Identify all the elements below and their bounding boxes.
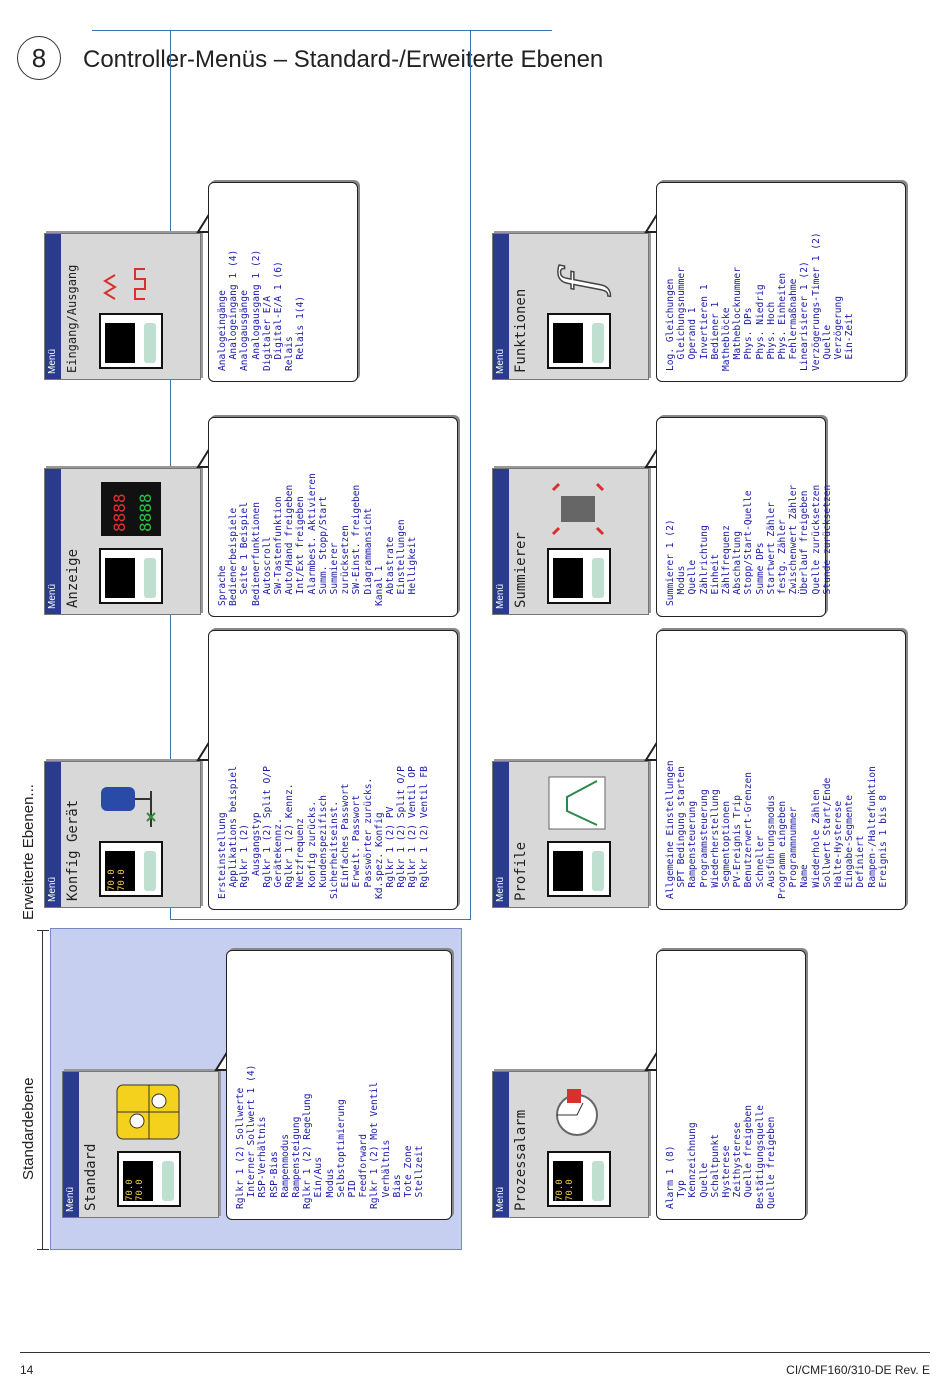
controller-device-icon	[547, 548, 611, 604]
controller-device-icon	[547, 1151, 611, 1207]
content-line: Helligkeit	[407, 536, 419, 606]
page-number: 14	[20, 1363, 34, 1377]
content-line: Erweit. Passwort	[351, 795, 363, 899]
content-line: RSP-Verhältnis	[257, 1116, 269, 1209]
content-line: Ein-Zeit	[844, 313, 856, 371]
content-line: Modus	[324, 1168, 336, 1209]
card-title: Eingang/Ausgang	[65, 264, 79, 373]
content-line: Definiert	[855, 835, 867, 899]
content-line: Verzögerungs-Timer 1 (2)	[810, 232, 822, 371]
content-line: Analogausgänge	[239, 290, 251, 371]
content-line: Digitaler E/A	[261, 295, 273, 371]
content-line: Netzfrequenz	[295, 818, 307, 899]
content-line: Zählfrequenz	[721, 525, 733, 606]
content-line: Kennzeichnung	[687, 1122, 699, 1209]
content-line: Rglkr 1 (2) Sollwerte	[235, 1087, 246, 1209]
menu-tag: Menü	[493, 1072, 509, 1217]
controller-device-icon	[117, 1151, 181, 1207]
content-line: Einfaches Passwort	[340, 783, 352, 899]
content-line: Rglkr 1 (2) Mot Ventil	[369, 1081, 381, 1209]
content-line: Sicherheitseinst.	[329, 800, 341, 899]
content-line: Log. Gleichungen	[665, 278, 676, 371]
card-title: Anzeige	[65, 548, 81, 608]
content-line: Gerätekennz.	[273, 818, 285, 899]
content-line: Rampenmodus	[279, 1133, 291, 1209]
menu-tag: Menü	[45, 762, 61, 907]
content-line: Phys. DPs	[743, 307, 755, 371]
content-line: Programmnummer	[788, 806, 800, 899]
content-line: Rglkr 1 (2) Regelung	[302, 1093, 314, 1209]
extended-level-label: Erweiterte Ebenen...	[20, 784, 37, 920]
content-line: Diagrammansicht	[362, 507, 374, 606]
content-line: Kanal 1	[373, 565, 385, 606]
content-line: SW-Einst. freigeben	[351, 484, 363, 606]
menu-card-anzeige[interactable]	[44, 468, 201, 615]
content-line: Auto/Hand freigeben	[284, 484, 296, 606]
content-line: Rglkr 1 (2) Ventil OP	[407, 766, 419, 899]
section-number-badge: 8	[17, 36, 61, 80]
menu-tag: Menü	[45, 234, 61, 379]
page-footer	[20, 1352, 930, 1383]
device-screen-text: 70.0 70.0	[555, 1179, 575, 1201]
content-line: Analogeingang 1 (4)	[228, 249, 240, 371]
content-line: Applikations beispiel	[228, 766, 240, 899]
content-line: Stellzeit	[414, 1145, 426, 1209]
content-box-profile	[656, 630, 906, 910]
content-line: Rampensteigung	[291, 1116, 303, 1209]
menu-card-prozessalarm[interactable]	[492, 1071, 649, 1218]
content-line: Quelle freigeben	[743, 1105, 755, 1209]
content-line: Wiederherstellung	[709, 789, 721, 899]
content-line: Sollwert Start/Ende	[821, 777, 833, 899]
content-line: Interner Sollwert 1 (4)	[246, 1064, 258, 1209]
connector-line	[170, 919, 470, 920]
controller-device-icon	[99, 548, 163, 604]
content-line: Quelle zurücksetzen	[810, 484, 822, 606]
content-line: Autoscroll	[261, 536, 273, 606]
content-line: Programmsteuerung	[698, 789, 710, 899]
card-title: Prozessalarm	[513, 1109, 529, 1211]
content-line: Ausführungsmodus	[765, 795, 777, 899]
card-title: Summierer	[513, 532, 529, 608]
flow-meter-icon	[543, 480, 621, 538]
content-line: Rglkr 1 (2) Split O/P	[261, 766, 273, 899]
alarm-bell-icon	[543, 1083, 621, 1141]
content-line: Schaltpunkt	[709, 1133, 721, 1209]
menu-tag: Menü	[493, 762, 509, 907]
content-line: Int/Ext freigeben	[295, 496, 307, 606]
content-box-standard	[226, 950, 452, 1220]
content-line: Halte-Hysterese	[833, 800, 845, 899]
menu-card-standard[interactable]	[62, 1071, 219, 1218]
content-line: Bestätigungsquelle	[754, 1105, 766, 1209]
content-line: Überlauf freigeben	[799, 490, 811, 606]
content-line: Feedforward	[358, 1133, 370, 1209]
menu-tag: Menü	[493, 234, 509, 379]
content-line: Summierer	[329, 542, 341, 606]
content-line: Programm eingeben	[777, 800, 789, 899]
content-line: Typ	[676, 1180, 688, 1209]
menu-tag: Menü	[63, 1072, 79, 1217]
content-line: Verzögerung	[833, 295, 845, 371]
content-line: Benutzerwert-Grenzen	[743, 771, 755, 899]
content-line: Rglkr 1 (2) Kennz.	[284, 783, 296, 899]
content-line: Gleichungsnummer	[676, 267, 688, 371]
waveform-icon	[95, 245, 173, 303]
content-line: Verhältnis	[380, 1139, 392, 1209]
content-line: Bediener 1	[709, 301, 721, 371]
content-line: Analogausgang 1 (2)	[250, 249, 262, 371]
content-line: Rglkr 1 (2) Split O/P	[396, 766, 408, 899]
content-line: Phys. Einheiten	[777, 272, 789, 371]
controller-device-icon	[99, 313, 163, 369]
svg-text:f: f	[549, 273, 612, 293]
standard-level-label: Standardebene	[20, 1077, 37, 1180]
content-line: Quelle	[821, 324, 833, 371]
menu-diagram	[20, 0, 920, 1260]
content-line: Matheblocknummer	[732, 267, 744, 371]
content-line: Ein/Aus	[313, 1157, 325, 1209]
profile-graph-icon	[543, 773, 621, 831]
content-box-summierer	[656, 417, 833, 617]
menu-card-funktionen[interactable]	[492, 233, 649, 380]
content-line: Stunde zurücksetzen	[821, 484, 833, 606]
content-line: Analogeingänge	[217, 290, 228, 371]
controller-device-icon	[547, 841, 611, 897]
led-display-icon	[95, 480, 173, 538]
content-line: Seite 1 Beispiel	[239, 502, 251, 606]
menu-tag: Menü	[45, 469, 61, 614]
content-line: Allgemeine Einstellungen	[665, 760, 676, 899]
function-f-icon	[543, 245, 621, 303]
puzzle-icon	[113, 1083, 191, 1141]
content-line: Relais	[284, 336, 296, 371]
content-line: Quelle	[698, 1162, 710, 1209]
content-box-anzeige	[208, 417, 458, 617]
content-line: Tote Zone	[403, 1145, 415, 1209]
content-line: Sprache	[217, 565, 228, 606]
content-line: Rampen-/Haltefunktion	[866, 766, 878, 899]
document-id: CI/CMF160/310-DE Rev. E	[786, 1363, 930, 1377]
content-line: Quelle	[687, 559, 699, 606]
content-line: Alarmbest. Aktivieren	[306, 473, 318, 606]
content-line: Rglkr 1 (2) PV	[385, 806, 397, 899]
content-line: Linearisierer 1 (2)	[799, 261, 811, 371]
content-box-prozessalarm	[656, 950, 806, 1220]
content-line: Phys. Hoch	[765, 301, 777, 371]
content-line: Ersteinstellung	[217, 812, 228, 899]
content-box-eingang-ausgang	[208, 182, 358, 382]
device-screen-text: 70.0 70.0	[125, 1179, 145, 1201]
content-line: Phys. Niedrig	[754, 284, 766, 371]
content-line: Rampensteuerung	[687, 800, 699, 899]
card-title: Standard	[83, 1143, 99, 1211]
content-line: Startwert Zähler	[765, 502, 777, 606]
content-line: Eingabe-Segmente	[844, 795, 856, 899]
content-line: Bias	[391, 1174, 403, 1209]
menu-card-summierer[interactable]	[492, 468, 649, 615]
content-line: PID	[347, 1180, 359, 1209]
content-line: Rglkr 1 (2)	[239, 823, 251, 899]
card-title: Konfig Gerät	[65, 799, 81, 901]
content-line: Selbstoptimierung	[335, 1099, 347, 1209]
content-line: Abschaltung	[732, 530, 744, 606]
standard-level-bracket	[42, 930, 43, 1250]
content-line: SPT Bedingung starten	[676, 766, 688, 899]
menu-tag: Menü	[493, 469, 509, 614]
device-screen-text: 70.0 70.0	[107, 869, 127, 891]
content-line: Abtastrate	[385, 536, 397, 606]
content-line: Zählrichtung	[698, 525, 710, 606]
content-line: Relais 1(4)	[295, 295, 307, 371]
content-box-konfig-geraet	[208, 630, 458, 910]
content-line: Summ. Stopp/Start	[317, 496, 329, 606]
content-line: Quelle freigeben	[765, 1116, 777, 1209]
content-line: Zeithysterese	[732, 1122, 744, 1209]
content-line: festg. Zähler	[777, 519, 789, 606]
content-line: Konfig zurücks.	[306, 800, 318, 899]
content-line: Fehlermaßnahme	[788, 278, 800, 371]
svg-text:8888: 8888	[110, 493, 129, 532]
content-line: Digital-E/A 1 (6)	[273, 261, 285, 371]
content-line: Kundenspezifisch	[317, 795, 329, 899]
tank-valve-icon	[95, 773, 173, 831]
content-line: zurücksetzen	[340, 525, 352, 606]
content-line: Modus	[676, 565, 688, 606]
card-title: Profile	[513, 841, 529, 901]
content-line: Alarm 1 (8)	[665, 1145, 676, 1209]
content-line: Summe DPs	[754, 542, 766, 606]
content-line: Passwörter zurücks.	[362, 777, 374, 899]
page-title: Controller-Menüs – Standard-/Erweiterte Ebenen	[83, 46, 604, 73]
content-line: Rglkr 1 (2) Ventil FB	[418, 766, 430, 899]
content-line: Ereignis 1 bis 8	[877, 795, 889, 899]
menu-card-profile[interactable]	[492, 761, 649, 908]
controller-device-icon	[547, 313, 611, 369]
content-line: PV-Ereignis Trip	[732, 795, 744, 899]
menu-card-eingang-ausgang[interactable]	[44, 233, 201, 380]
card-title: Funktionen	[513, 288, 529, 373]
content-line: Operand 1	[687, 307, 699, 371]
content-line: Einheit	[709, 554, 721, 606]
content-line: Schneller	[754, 835, 766, 899]
content-line: Invertieren 1	[698, 284, 710, 371]
content-line: Matheblöcke	[721, 307, 733, 371]
content-line: Einstellungen	[396, 519, 408, 606]
svg-text:8888: 8888	[136, 493, 155, 532]
content-line: Segmentoptionen	[721, 800, 733, 899]
menu-card-konfig-geraet[interactable]	[44, 761, 201, 908]
content-box-funktionen	[656, 182, 906, 382]
content-line: Kd.spez. Konfig	[373, 812, 385, 899]
controller-device-icon	[99, 841, 163, 897]
connector-line	[470, 30, 471, 920]
content-line: Wiederhole Zählen	[810, 789, 822, 899]
content-line: SW-Tastenfunktion	[273, 496, 285, 606]
content-line: Stopp/Start-Quelle	[743, 490, 755, 606]
content-line: Zwischenwert Zähler	[788, 484, 800, 606]
content-line: Hysterese	[721, 1145, 733, 1209]
content-line: Summierer 1 (2)	[665, 519, 676, 606]
content-line: Bedienerbeispiele	[228, 507, 240, 606]
content-line: Bedienerfunktionen	[250, 502, 262, 606]
content-line: Name	[799, 864, 811, 899]
content-line: Ausgangstyp	[250, 812, 262, 899]
content-line: RSP-Bias	[268, 1151, 280, 1209]
connector-line	[92, 30, 552, 31]
